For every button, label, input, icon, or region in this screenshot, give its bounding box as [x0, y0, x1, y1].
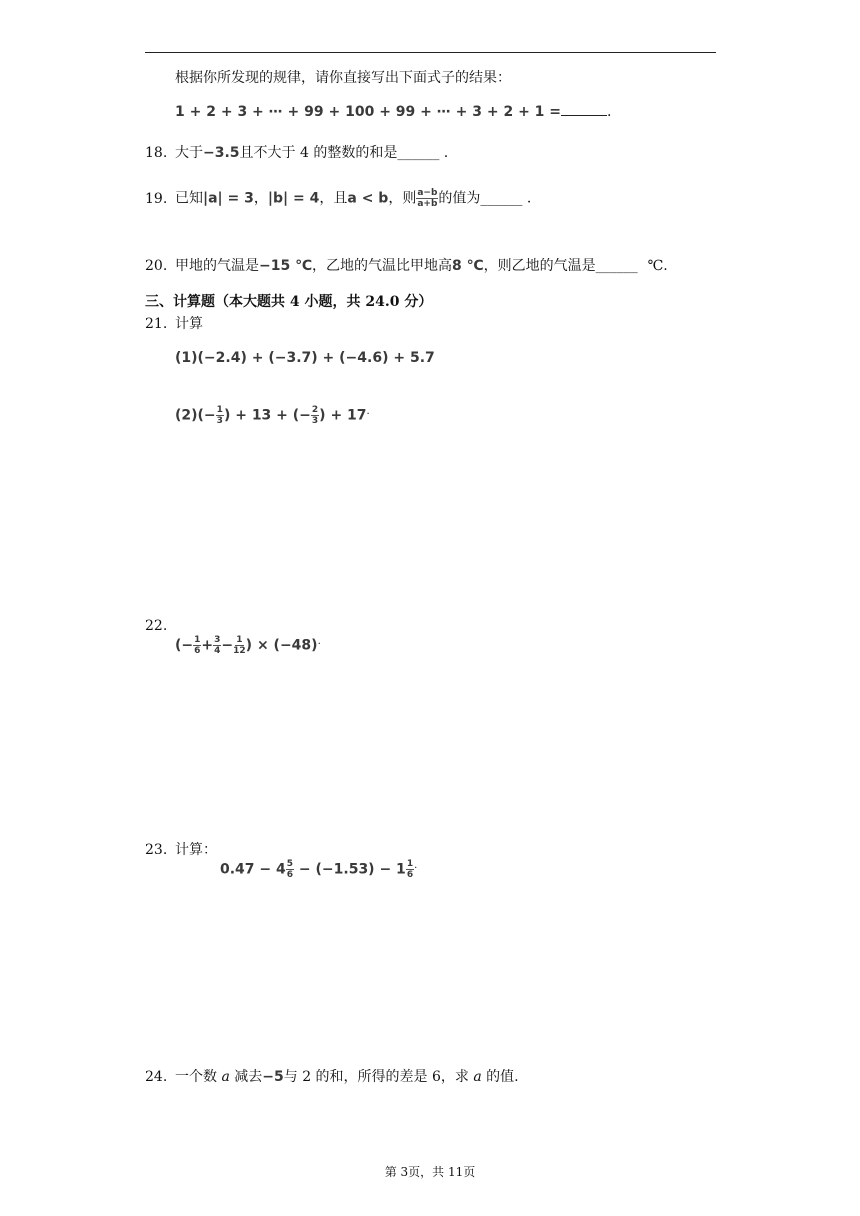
q19-math-ineq: a < b	[347, 190, 389, 207]
q19-fraction	[416, 188, 438, 209]
q21-math-2a: (2)(−	[175, 407, 216, 424]
question-number: 19.	[145, 190, 168, 207]
intro-text: 根据你所发现的规律，请你直接写出下面式子的结果：	[175, 70, 511, 86]
fraction	[216, 405, 224, 426]
fraction	[311, 405, 319, 426]
question-number: 23.	[145, 842, 168, 858]
fraction-denominator: 6	[406, 870, 414, 881]
question-number: 21.	[145, 316, 168, 332]
period: .	[317, 636, 321, 647]
fraction-numerator: 5	[286, 859, 294, 870]
q21-math-1: (1)(−2.4) + (−3.7) + (−4.6) + 5.7	[175, 350, 435, 366]
fraction-denominator: 4	[214, 646, 221, 657]
q24-text: 的值.	[481, 1069, 519, 1085]
q24-text: 减去	[229, 1069, 263, 1085]
q19-sep: ，则	[388, 190, 417, 207]
question-24	[145, 1067, 519, 1087]
q20-text: ，乙地的气温比甲地高	[312, 258, 453, 274]
fraction	[406, 859, 414, 880]
fraction-numerator: 1	[236, 635, 243, 646]
period: .	[366, 406, 370, 417]
q23-expression	[220, 856, 417, 880]
q19-sep: ，且	[319, 190, 348, 207]
question-20	[145, 256, 668, 276]
question-23	[145, 840, 217, 860]
q24-text: 与 2 的和，所得的差是 6，求	[283, 1069, 474, 1085]
fraction-numerator: 3	[214, 635, 221, 646]
q24-variable: a	[473, 1069, 482, 1085]
q22-expression	[175, 632, 321, 656]
question-18	[145, 143, 448, 163]
fraction-numerator: 1	[216, 405, 223, 416]
q20-text: 甲地的气温是	[175, 258, 259, 274]
fraction	[233, 635, 246, 656]
question-22	[145, 616, 175, 636]
q22-math: (−	[175, 637, 194, 654]
question-number: 18.	[145, 145, 168, 161]
q20-unit: ℃.	[647, 258, 668, 274]
q20-math-temp-a: −15 ℃	[259, 258, 313, 274]
period: .	[607, 104, 612, 120]
q24-variable: a	[221, 1069, 230, 1085]
q20-math-diff: 8 ℃	[452, 258, 484, 274]
q18-math: −3.5	[203, 145, 240, 161]
fraction-numerator: 1	[194, 635, 201, 646]
question-number: 22.	[145, 618, 168, 634]
q21-label: 计算	[175, 316, 203, 332]
q21-math-2b: ) + 13 + (−	[223, 407, 311, 424]
header-rule	[145, 52, 716, 53]
intro-math: 1 + 2 + 3 + ⋯ + 99 + 100 + 99 + ⋯ + 3 + 2 + 1 =	[175, 104, 562, 120]
question-19	[145, 188, 531, 209]
fraction-denominator: 3	[216, 416, 223, 427]
fraction-denominator: 3	[311, 416, 319, 427]
q24-text: 一个数	[175, 1069, 222, 1085]
q21-math-2c: ) + 17	[319, 407, 367, 424]
answer-blank	[561, 103, 607, 116]
q19-text: 已知	[175, 190, 203, 207]
page-footer: 第 3页，共 11页	[384, 1165, 476, 1179]
fraction-denominator: a+b	[417, 199, 438, 209]
q22-math: −	[221, 637, 234, 654]
q23-label: 计算：	[175, 842, 217, 858]
question-21	[145, 314, 203, 334]
q22-math: +	[201, 637, 214, 654]
q23-math: − (−1.53) − 1	[294, 861, 406, 878]
fraction-denominator: 6	[286, 870, 294, 881]
q19-text-post: 的值为______ .	[438, 190, 532, 207]
q19-math-abs-a: |a| = 3	[203, 190, 254, 207]
fraction-denominator: 12	[233, 646, 246, 657]
fraction	[286, 859, 294, 880]
q23-math: 0.47 − 4	[220, 861, 286, 878]
fraction-numerator: 2	[311, 405, 319, 416]
fraction-numerator: a−b	[417, 188, 438, 198]
q19-math-abs-b: |b| = 4	[267, 190, 320, 207]
period: .	[414, 860, 418, 871]
fraction-denominator: 6	[194, 646, 201, 657]
q22-math: ) × (−48)	[245, 637, 318, 654]
q18-text-pre: 大于	[175, 145, 203, 161]
intro-equation	[175, 102, 611, 122]
question-number: 24.	[145, 1069, 168, 1085]
fraction-numerator: 1	[406, 859, 414, 870]
q19-sep: ，	[253, 190, 268, 207]
q24-math: −5	[262, 1069, 284, 1085]
q18-text-post: 且不大于 4 的整数的和是______ .	[239, 145, 449, 161]
question-number: 20.	[145, 258, 168, 274]
q21-part-2	[175, 402, 370, 426]
section-heading: 三、计算题（本大题共 4 小题，共 24.0 分）	[145, 294, 433, 310]
q20-text: ，则乙地的气温是______	[483, 258, 638, 274]
q21-part-1	[175, 348, 435, 368]
